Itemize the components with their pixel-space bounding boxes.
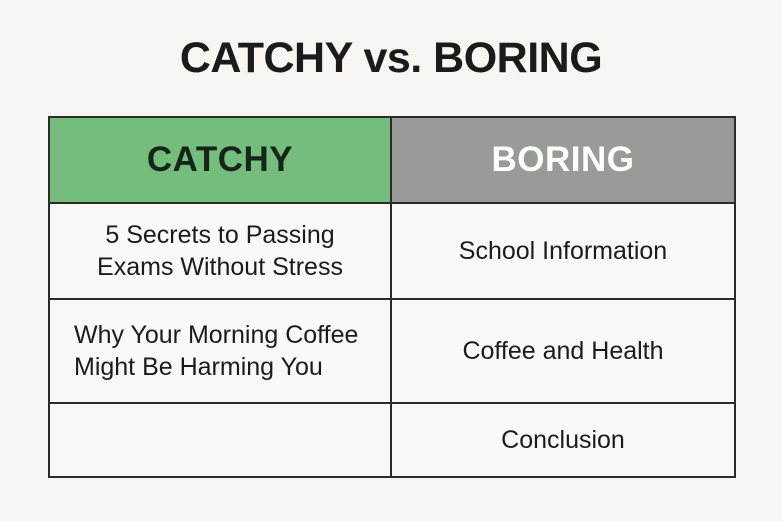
cell-catchy-3-text bbox=[50, 411, 390, 469]
cell-boring-3-text: Conclusion bbox=[501, 426, 625, 454]
table-row bbox=[49, 403, 735, 477]
cell-catchy-3 bbox=[49, 403, 391, 477]
cell-catchy-2 bbox=[49, 299, 391, 403]
table-header-row bbox=[49, 117, 735, 203]
cell-boring-1 bbox=[391, 203, 735, 299]
column-header-catchy: CATCHY bbox=[49, 117, 391, 203]
cell-boring-2 bbox=[391, 299, 735, 403]
table-row bbox=[49, 299, 735, 403]
cell-catchy-1-text: 5 Secrets to Passing Exams Without Stress bbox=[97, 221, 343, 281]
cell-boring-2-text: Coffee and Health bbox=[462, 337, 664, 365]
cell-boring-3 bbox=[391, 403, 735, 477]
page-title: CATCHY vs. BORING bbox=[179, 34, 603, 82]
cell-catchy-1 bbox=[49, 203, 391, 299]
comparison-table bbox=[48, 116, 736, 478]
cell-catchy-2-text: Why Your Morning Coffee Might Be Harming You bbox=[74, 321, 359, 381]
cell-boring-1-text: School Information bbox=[458, 237, 668, 265]
column-header-boring: BORING bbox=[391, 117, 735, 203]
comparison-table-container bbox=[48, 116, 734, 478]
table-row bbox=[49, 203, 735, 299]
